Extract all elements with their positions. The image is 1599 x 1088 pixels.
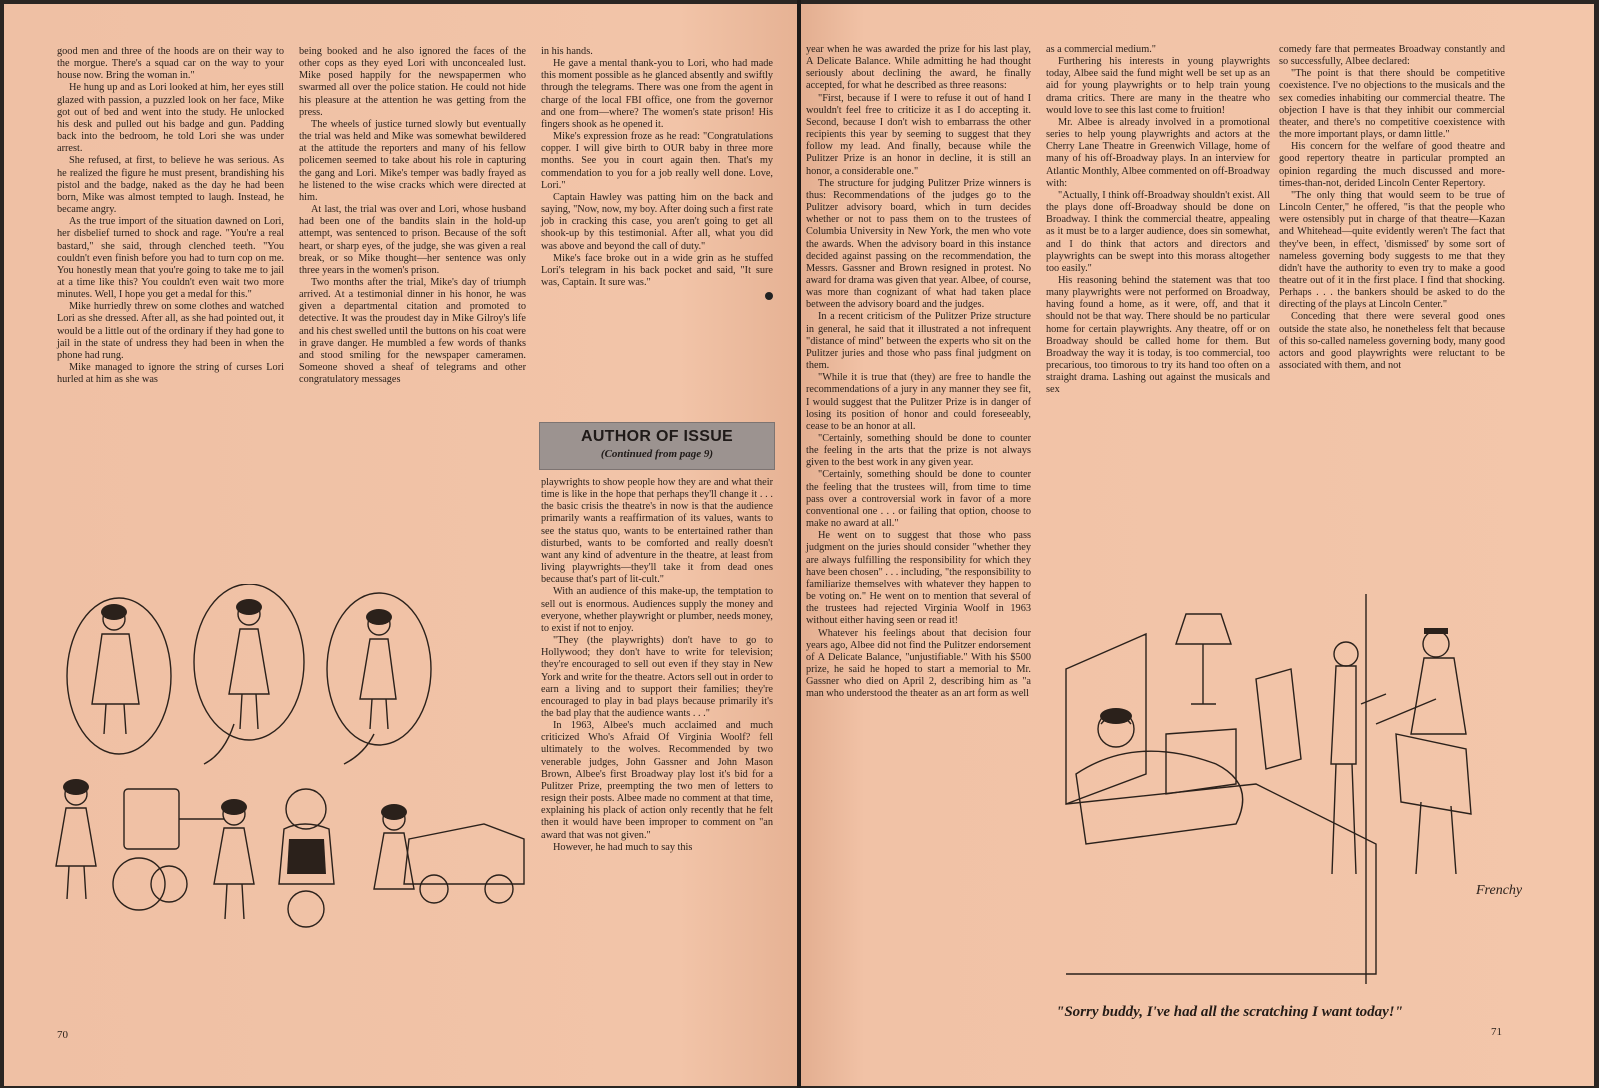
right-col-2: as a commercial medium." Furthering his interests in young playwrights today, Albee said the fund might well be set up as an aid for young playwrights or to help train young drama critics. There are many in the theatre who would love to see this last come to fruition! Mr. Albee is already involved in a promotional series to help young playwrights and actors at the Cherry Lane Theatre in Greenwich Village, home of many of his off-Broadway plays. In an interview for Atlantic Monthly, Albee commented on off-Broadway with: "Actually, I think off-Broadway shouldn't exist. All the plays done off-Broadway should be done on Broadway. I think the commercial theatre, appealing as it must be to a larger audience, does sin somewhat, and I do think that actors and directors and playwrights can be swept into this morass altogether too easily." His reasoning behind the statement was that too many playwrights were not performed on Broadway, having found a home, as it were, off, and that it should not be that way. There should be no particular home for certain playwrights. Any theatre, off or on Broadway should be called home for them. But Broadway the way it is today, is too commercial, too precarious, too timorous to try its hand too often on a straight drama. Lashing out against the musicals and sex	[1046, 44, 1270, 396]
left-col-3-top: in his hands. He gave a mental thank-you to Lori, who had made this moment possible as he glanced absently and swiftly through the telegrams. There was one from the agent in charge of the local FBI office, one from the governor and one from—where? The women's state prison! His fingers shook as he opened it. Mike's expression froze as he read: "Congratulations copper. I will give birth to OUR baby in three more months. See you in court again then. That's my commendation to you for a job really well done. Love, Lori." Captain Hawley was patting him on the back and saying, "Now, now, my boy. After doing such a first rate job in cracking this case, you aren't going to get all shook-up by this testimonial. After all, what you did was above and beyond the call of duty." Mike's face broke out in a wide grin as he stuffed Lori's telegram in his back pocket and said, "It sure was, Captain. It sure was."	[541, 46, 773, 300]
nightstand	[1166, 729, 1236, 794]
right-col-1: year when he was awarded the prize for his last play, A Delicate Balance. While admitting he had thought seriously about declining the award, he finally accepted, for what he described as three reasons: "First, because if I were to refuse it out of hand I wouldn't feel free to criticize it as I do accepting it. Second, because I don't wish to embarrass the other recipients this year by seeming to suggest that they follow my lead. And finally, because while the Pulitzer Prize is an honor in decline, it is still an honor, a considerable one." The structure for judging Pulitzer Prize winners is thus: Recommendations of the judges go to the Pulitzer advisory board, which in turn decides whether or not to pass them on to the trustees of Columbia University in New York, the men who vote the awards. When the advisory board in this instance decided against passing on the recommendation, the Messrs. Gassner and Brown resigned in protest. No award for drama was given that year. Albee, of course, was more than cognizant of what had taken place between the advisory board and the judges. In a recent criticism of the Pulitzer Prize structure in general, he said that it illustrated a not infrequent "distance of mind" between the experts who sit on the Pulitzer juries and those who pass final judgment on them. "While it is true that (they) are free to handle the recommendations of a jury in any manner they see fit, I would suggest that the Pulitzer Prize is in danger of losing its position of honor and could foreseeably, cease to be an honor at all. "Certainly, something should be done to counter the feeling in the arts that the prize is not always given to the best work in any given year. "Certainly, something should be done to counter the feeling that the trustees will, from time to time pass over a controversial work in favor of a more conventional one . . . or failing that option, choose to make no award at all." He went on to suggest that those who pass judgment on the juries should consider "whether they are always fulfilling the responsibility for which they have been chosen" . . . including, "the responsibility to familiarize themselves with whatever they happen to be voting on." He went on to mention that several of the trustees had rejected Virginia Woolf in 1963 without either having seen or read it! Whatever his feelings about that decision four years ago, Albee did not find the Pulitzer endorsement of A Delicate Balance, "unjustifiable." With his $500 prize, he said he hoped to start a memorial to Mr. Gassner who died on April 2, describing him as "a man who understood the theater as an art form as well	[806, 44, 1031, 700]
right-page	[801, 4, 1594, 1086]
right-cartoon-illustration	[1056, 574, 1566, 994]
continued-box: AUTHOR OF ISSUE (Continued from page 9)	[539, 422, 775, 470]
left-page	[4, 4, 797, 1086]
cartoon-caption: "Sorry buddy, I've had all the scratching I want today!"	[1056, 1004, 1403, 1020]
lamp-shade	[1176, 614, 1231, 644]
page-number: 71	[1491, 1026, 1502, 1038]
page-number: 70	[57, 1029, 68, 1041]
left-col-1: good men and three of the hoods are on their way to the morgue. There's a squad car on the way to your house now. Bring the woman in." He hung up and as Lori looked at him, her eyes still glazed with passion, a puzzled look on her face, Mike got out of bed and went into the study. He unlocked his desk and pulled out his badge and gun. Padding back into the bedroom, he told Lori she was under arrest. She refused, at first, to believe he was serious. As he realized the figure he must present, brandishing his pistol and the badge, naked as the day he had been born, Mike was almost tempted to laugh. Instead, he became angry. As the true import of the situation dawned on Lori, her disbelief turned to shock and rage. "You're a real bastard," she said, through clenched teeth. "You couldn't even finish before you had to turn cop on me. You honestly mean that you're going to take me to jail at a time like this? You couldn't even wait two more minutes. Well, I hope you get a medal for this." Mike hurriedly threw on some clothes and watched Lori as she dressed. After all, as she had pointed out, it would be a little out of the ordinary if they had gone to jail in the state of undress they had been in when the phone had rung. Mike managed to ignore the string of curses Lori hurled at him as she was	[57, 46, 284, 386]
artist-signature: Frenchy	[1476, 883, 1523, 898]
left-col-2: being booked and he also ignored the faces of the other cops as they eyed Lori with unconcealed lust. Mike posed happily for the newspapermen who swarmed all over the police station. He could not hide his pleasure at the attention he was getting from the press. The wheels of justice turned slowly but eventually the trial was held and Mike was somewhat bewildered at the attitude the reporters and many of his fellow policemen seemed to take about his role in capturing the gang and Lori. Mike's temper was badly frayed as he listened to the wise cracks which were directed at him. At last, the trial was over and Lori, whose husband had been one of the bandits slain in the hold-up attempt, was sentenced to prison. Because of the soft heart, or sharp eyes, of the judge, she was given a real break, or so Mike thought—her sentence was only three years in the women's prison. Two months after the trial, Mike's day of triumph arrived. At a testimonial dinner in his honor, he was given a departmental citation and promoted to detective. It was the proudest day in Mike Gilroy's life and his chest swelled until the buttons on his coat were in grave danger. He mumbled a few words of thanks and stood smiling for the newspaper cameramen. Someone shoved a sheaf of telegrams and other congratulatory messages	[299, 46, 526, 386]
end-bullet-icon	[765, 292, 773, 300]
right-col-3: comedy fare that permeates Broadway constantly and so successfully, Albee declared: "The point is that there should be competitive coexistence. I've no objections to the musicals and the sex comedies inhabiting our commercial theatre. The objection I have is that they inhibit our commercial theater, and there's no competitive coexistence with the more important plays, or damn little." His concern for the welfare of good theatre and good repertory theatre in particular prompted an opinion regarding the much discussed and more-times-than-not, derided Lincoln Center Repertory. "The only thing that would seem to be true of Lincoln Center," he offered, "is that the people who were ostensibly put in charge of that theatre—Kazan and Whitehead—quite evidently weren't The fact that they've been, in effect, 'dismissed' by some sort of nameless governing body suggests to me that they didn't have the authority to even try to make a good theatre out of it in the first place. I find that shocking. Perhaps . . . the bankers should be asked to do the directing of the plays at Lincoln Center." Conceding that there were several good ones outside the state also, he nonetheless felt that because of this so-called nameless governing body, many good actors and good playwrights were reluctant to be associated with them, and not	[1279, 44, 1505, 372]
left-col-3-bottom: playwrights to show people how they are and what their time is like in the hope that perhaps they'll change it . . . the basic crisis the theatre's in now is that the audience primarily wants a reaffirmation of its values, wants to see the status quo, wants to be entertained rather than disturbed, wants to be comforted and really doesn't want any kind of adventure in the theatre, at least from living playwrights—they'll take it from dead ones because that's part of lit-cult." With an audience of this make-up, the temptation to sell out is enormous. Audiences supply the money and everyone, whether playwright or plumber, needs money, to exist if not to enjoy. "They (the playwrights) don't have to go to Hollywood; they don't have to write for television; they're encouraged to sell out even if they stay in New York and write for the theatre. Actors sell out in order to earn a living and to support their families; they're encouraged to play in bad plays because primarily it's the bad play that the audience wants . . ." In 1963, Albee's much acclaimed and much criticized Who's Afraid Of Virginia Woolf? fell ultimately to the wolves. Recommended by two venerable judges, John Gassner and John Mason Brown, Albee's first Broadway play lost it's bid for a Pulitzer Prize, preempting the two men of letters to resign their posts. Albee made no comment at that time, explaining his plack of action only recently that he felt then it would have been improper to comment on "an award that was not given." However, he had much to say this	[541, 477, 773, 853]
thought-bubble	[67, 598, 171, 754]
sample-case	[1396, 734, 1471, 814]
left-cartoon-illustration	[44, 584, 534, 964]
chair	[1256, 669, 1301, 769]
